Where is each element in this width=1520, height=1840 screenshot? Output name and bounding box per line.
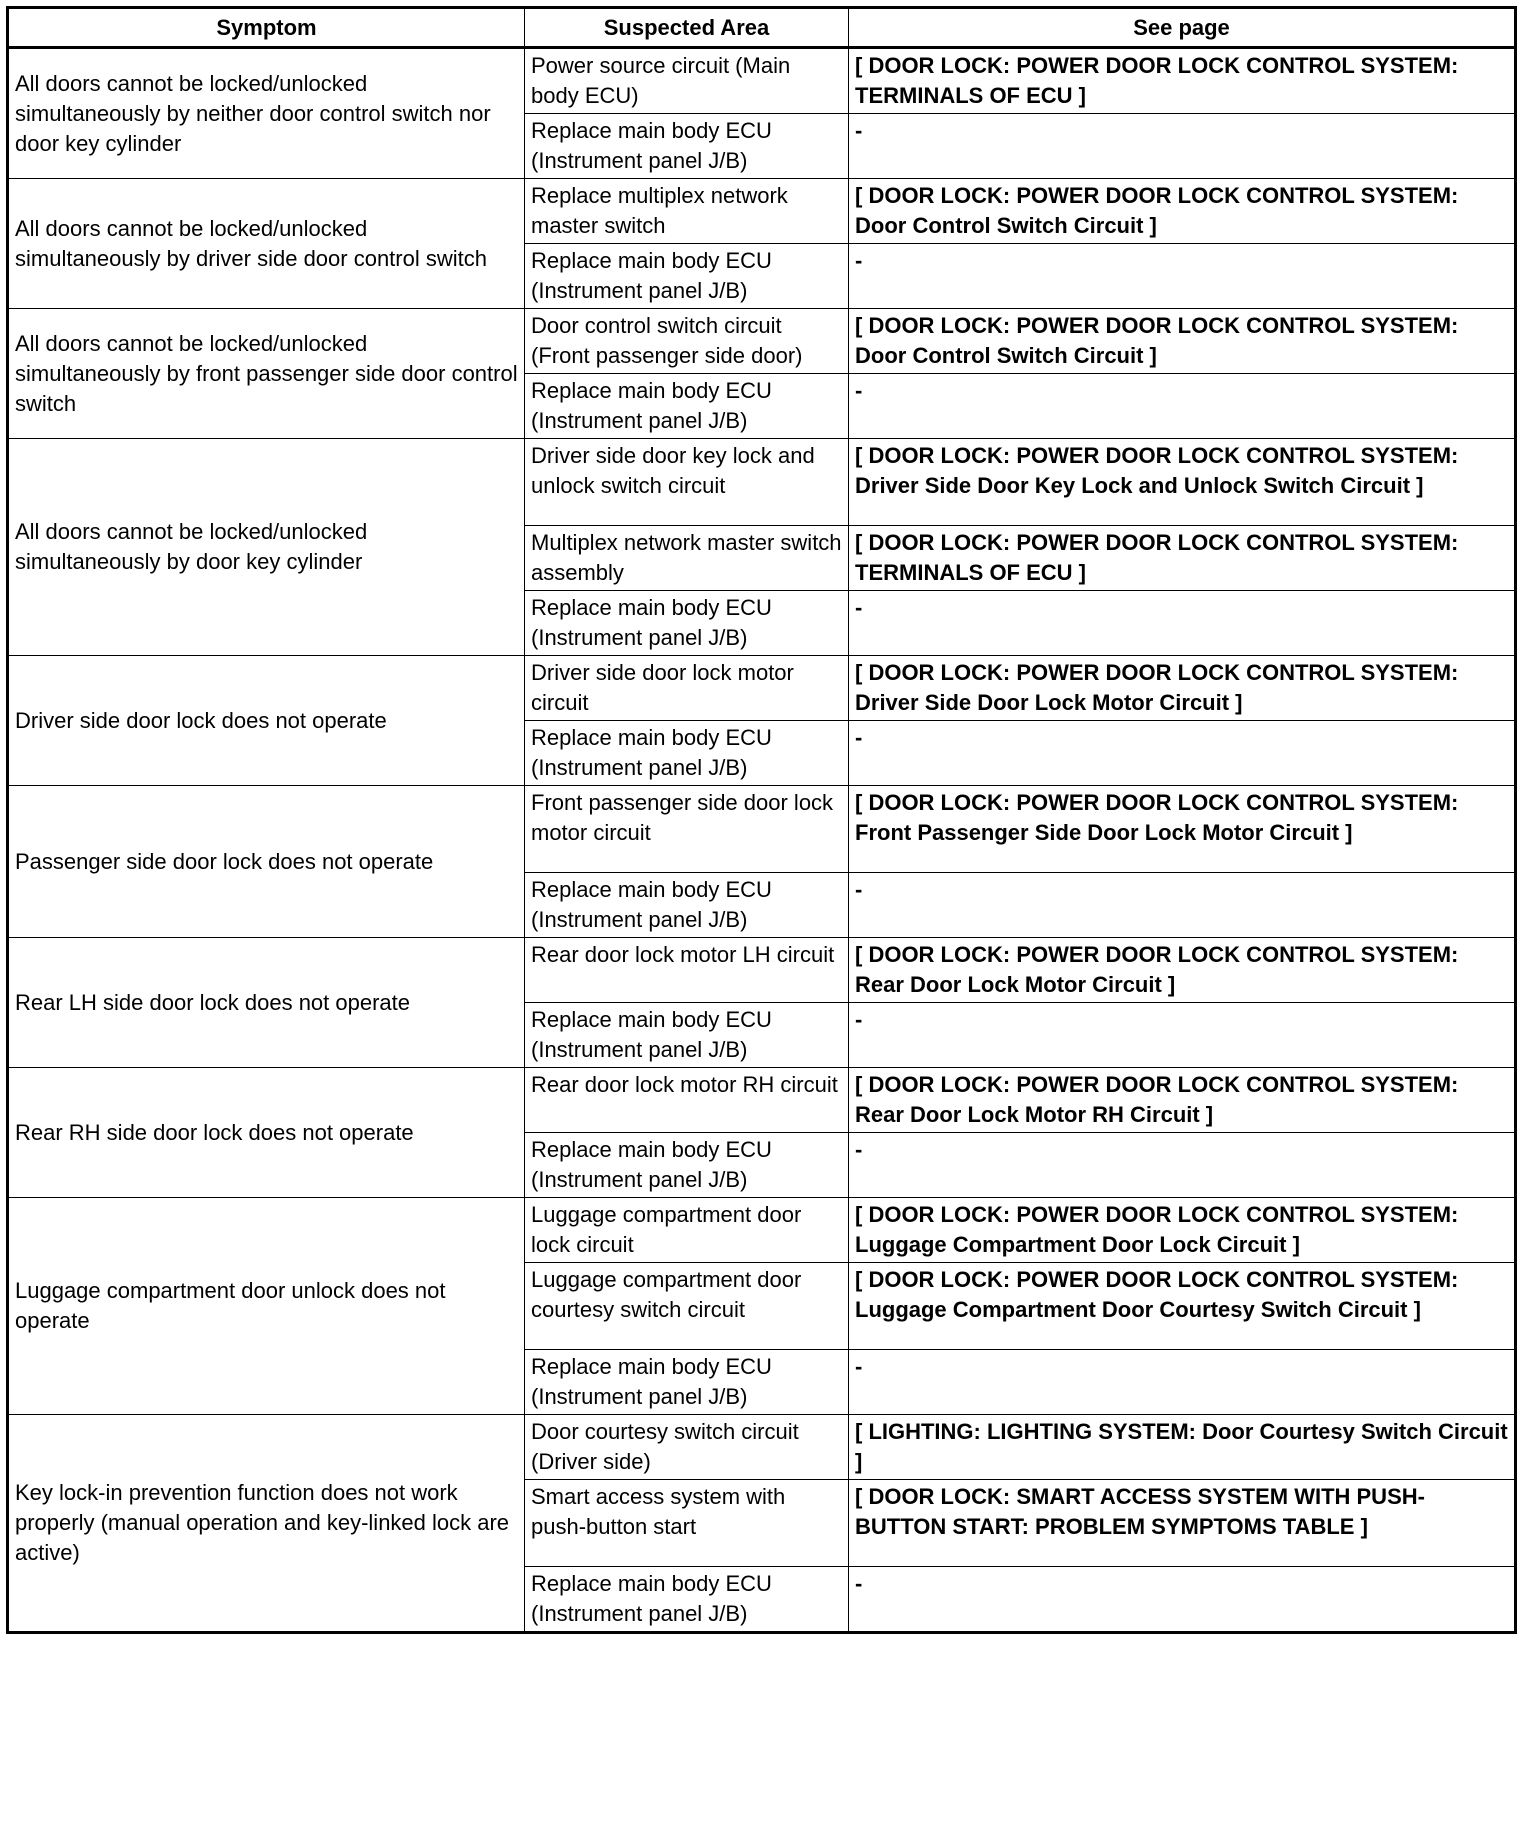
see-page-cell: -: [849, 721, 1516, 786]
see-page-cell: [ DOOR LOCK: POWER DOOR LOCK CONTROL SYSTEM: Luggage Compartment Door Courtesy Switch Circuit ]: [849, 1263, 1516, 1350]
suspected-area-cell: Rear door lock motor RH circuit: [525, 1068, 849, 1133]
see-page-cell: -: [849, 1567, 1516, 1633]
suspected-area-cell: Replace main body ECU (Instrument panel J/B): [525, 1567, 849, 1633]
table-row: [8, 439, 1516, 526]
see-page-cell: -: [849, 1133, 1516, 1198]
see-page-cell: -: [849, 1003, 1516, 1068]
suspected-area-cell: Replace main body ECU (Instrument panel J/B): [525, 114, 849, 179]
see-page-cell: -: [849, 591, 1516, 656]
see-page-cell: [ DOOR LOCK: POWER DOOR LOCK CONTROL SYSTEM: Luggage Compartment Door Lock Circuit ]: [849, 1198, 1516, 1263]
suspected-area-cell: Luggage compartment door lock circuit: [525, 1198, 849, 1263]
see-page-cell: [ DOOR LOCK: POWER DOOR LOCK CONTROL SYSTEM: Driver Side Door Key Lock and Unlock Switch Circuit ]: [849, 439, 1516, 526]
see-page-cell: [ LIGHTING: LIGHTING SYSTEM: Door Courtesy Switch Circuit ]: [849, 1415, 1516, 1480]
see-page-cell: [ DOOR LOCK: SMART ACCESS SYSTEM WITH PUSH-BUTTON START: PROBLEM SYMPTOMS TABLE ]: [849, 1480, 1516, 1567]
see-page-cell: [ DOOR LOCK: POWER DOOR LOCK CONTROL SYSTEM: Door Control Switch Circuit ]: [849, 309, 1516, 374]
see-page-cell: -: [849, 873, 1516, 938]
suspected-area-cell: Replace main body ECU (Instrument panel J/B): [525, 374, 849, 439]
table-row: [8, 1068, 1516, 1133]
table-row: [8, 1198, 1516, 1263]
table-row: [8, 786, 1516, 873]
symptom-cell: All doors cannot be locked/unlocked simultaneously by front passenger side door control switch: [8, 309, 525, 439]
see-page-cell: [ DOOR LOCK: POWER DOOR LOCK CONTROL SYSTEM: Door Control Switch Circuit ]: [849, 179, 1516, 244]
header-suspected-area: Suspected Area: [525, 8, 849, 48]
suspected-area-cell: Replace multiplex network master switch: [525, 179, 849, 244]
suspected-area-cell: Replace main body ECU (Instrument panel J/B): [525, 1350, 849, 1415]
table-body: [8, 48, 1516, 1633]
suspected-area-cell: Driver side door lock motor circuit: [525, 656, 849, 721]
suspected-area-cell: Driver side door key lock and unlock switch circuit: [525, 439, 849, 526]
table-row: [8, 1415, 1516, 1480]
header-row: [8, 8, 1516, 48]
suspected-area-cell: Rear door lock motor LH circuit: [525, 938, 849, 1003]
symptom-cell: Luggage compartment door unlock does not operate: [8, 1198, 525, 1415]
symptom-cell: Key lock-in prevention function does not work properly (manual operation and key-linked lock are active): [8, 1415, 525, 1633]
see-page-cell: -: [849, 244, 1516, 309]
see-page-cell: [ DOOR LOCK: POWER DOOR LOCK CONTROL SYSTEM: Rear Door Lock Motor Circuit ]: [849, 938, 1516, 1003]
suspected-area-cell: Smart access system with push-button start: [525, 1480, 849, 1567]
suspected-area-cell: Front passenger side door lock motor circuit: [525, 786, 849, 873]
see-page-cell: [ DOOR LOCK: POWER DOOR LOCK CONTROL SYSTEM: TERMINALS OF ECU ]: [849, 526, 1516, 591]
table-row: [8, 48, 1516, 114]
table-row: [8, 938, 1516, 1003]
symptom-cell: Driver side door lock does not operate: [8, 656, 525, 786]
symptom-cell: All doors cannot be locked/unlocked simultaneously by driver side door control switch: [8, 179, 525, 309]
suspected-area-cell: Replace main body ECU (Instrument panel J/B): [525, 1133, 849, 1198]
suspected-area-cell: Multiplex network master switch assembly: [525, 526, 849, 591]
see-page-cell: [ DOOR LOCK: POWER DOOR LOCK CONTROL SYSTEM: TERMINALS OF ECU ]: [849, 48, 1516, 114]
see-page-cell: [ DOOR LOCK: POWER DOOR LOCK CONTROL SYSTEM: Rear Door Lock Motor RH Circuit ]: [849, 1068, 1516, 1133]
suspected-area-cell: Luggage compartment door courtesy switch circuit: [525, 1263, 849, 1350]
suspected-area-cell: Replace main body ECU (Instrument panel J/B): [525, 591, 849, 656]
suspected-area-cell: Door control switch circuit (Front passenger side door): [525, 309, 849, 374]
suspected-area-cell: Replace main body ECU (Instrument panel J/B): [525, 721, 849, 786]
table-row: [8, 309, 1516, 374]
suspected-area-cell: Replace main body ECU (Instrument panel J/B): [525, 1003, 849, 1068]
suspected-area-cell: Door courtesy switch circuit (Driver side): [525, 1415, 849, 1480]
suspected-area-cell: Power source circuit (Main body ECU): [525, 48, 849, 114]
header-see-page: See page: [849, 8, 1516, 48]
symptom-cell: Passenger side door lock does not operate: [8, 786, 525, 938]
see-page-cell: -: [849, 1350, 1516, 1415]
table-row: [8, 179, 1516, 244]
symptom-cell: Rear LH side door lock does not operate: [8, 938, 525, 1068]
symptom-cell: All doors cannot be locked/unlocked simultaneously by neither door control switch nor door key cylinder: [8, 48, 525, 179]
see-page-cell: [ DOOR LOCK: POWER DOOR LOCK CONTROL SYSTEM: Driver Side Door Lock Motor Circuit ]: [849, 656, 1516, 721]
see-page-cell: [ DOOR LOCK: POWER DOOR LOCK CONTROL SYSTEM: Front Passenger Side Door Lock Motor Circuit ]: [849, 786, 1516, 873]
suspected-area-cell: Replace main body ECU (Instrument panel J/B): [525, 244, 849, 309]
see-page-cell: -: [849, 374, 1516, 439]
suspected-area-cell: Replace main body ECU (Instrument panel J/B): [525, 873, 849, 938]
table-row: [8, 656, 1516, 721]
symptom-cell: All doors cannot be locked/unlocked simultaneously by door key cylinder: [8, 439, 525, 656]
header-symptom: Symptom: [8, 8, 525, 48]
see-page-cell: -: [849, 114, 1516, 179]
problem-symptoms-table: [6, 6, 1517, 1634]
symptom-cell: Rear RH side door lock does not operate: [8, 1068, 525, 1198]
